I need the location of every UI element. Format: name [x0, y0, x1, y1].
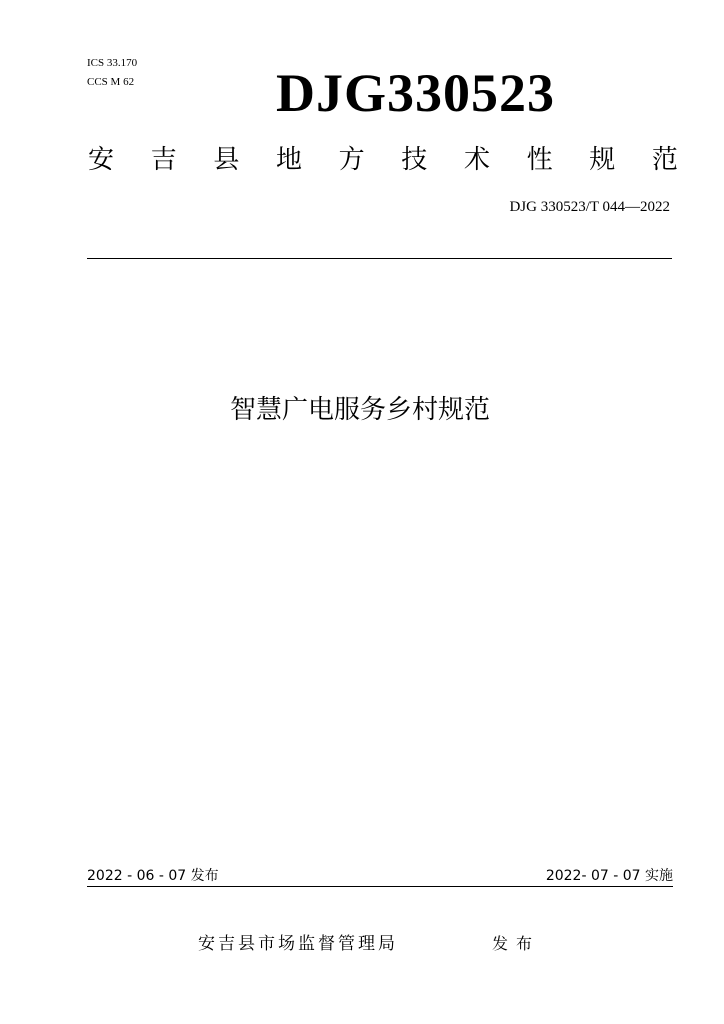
standard-type-char: 吉 [150, 145, 177, 175]
issue-label: 发布 [492, 934, 541, 953]
ics-code: ICS 33.170 [87, 57, 138, 69]
issuing-authority: 安吉县市场监督管理局 [198, 934, 398, 954]
standard-type-heading [88, 140, 678, 180]
publish-date: 2022 - 06 - 07 发布 [87, 868, 219, 884]
standard-type-char: 规 [589, 145, 616, 175]
standard-type-char: 县 [213, 145, 240, 175]
standard-type-char: 安 [88, 145, 115, 175]
standard-type-char: 术 [463, 145, 490, 175]
footer-divider [87, 886, 673, 887]
standard-type-char: 性 [526, 145, 553, 175]
standard-type-char: 方 [338, 145, 365, 175]
effective-date: 2022- 07 - 07 实施 [545, 868, 673, 884]
header-divider [87, 258, 672, 259]
standard-type-char: 地 [275, 145, 302, 175]
ccs-code: CCS M 62 [87, 76, 135, 88]
standard-type-char: 范 [651, 145, 678, 175]
standard-type-char: 技 [401, 145, 428, 175]
standard-logo: DJG330523 [276, 63, 555, 123]
document-title: 智慧广电服务乡村规范 [229, 395, 490, 425]
standard-number: DJG 330523/T 044—2022 [509, 199, 670, 215]
